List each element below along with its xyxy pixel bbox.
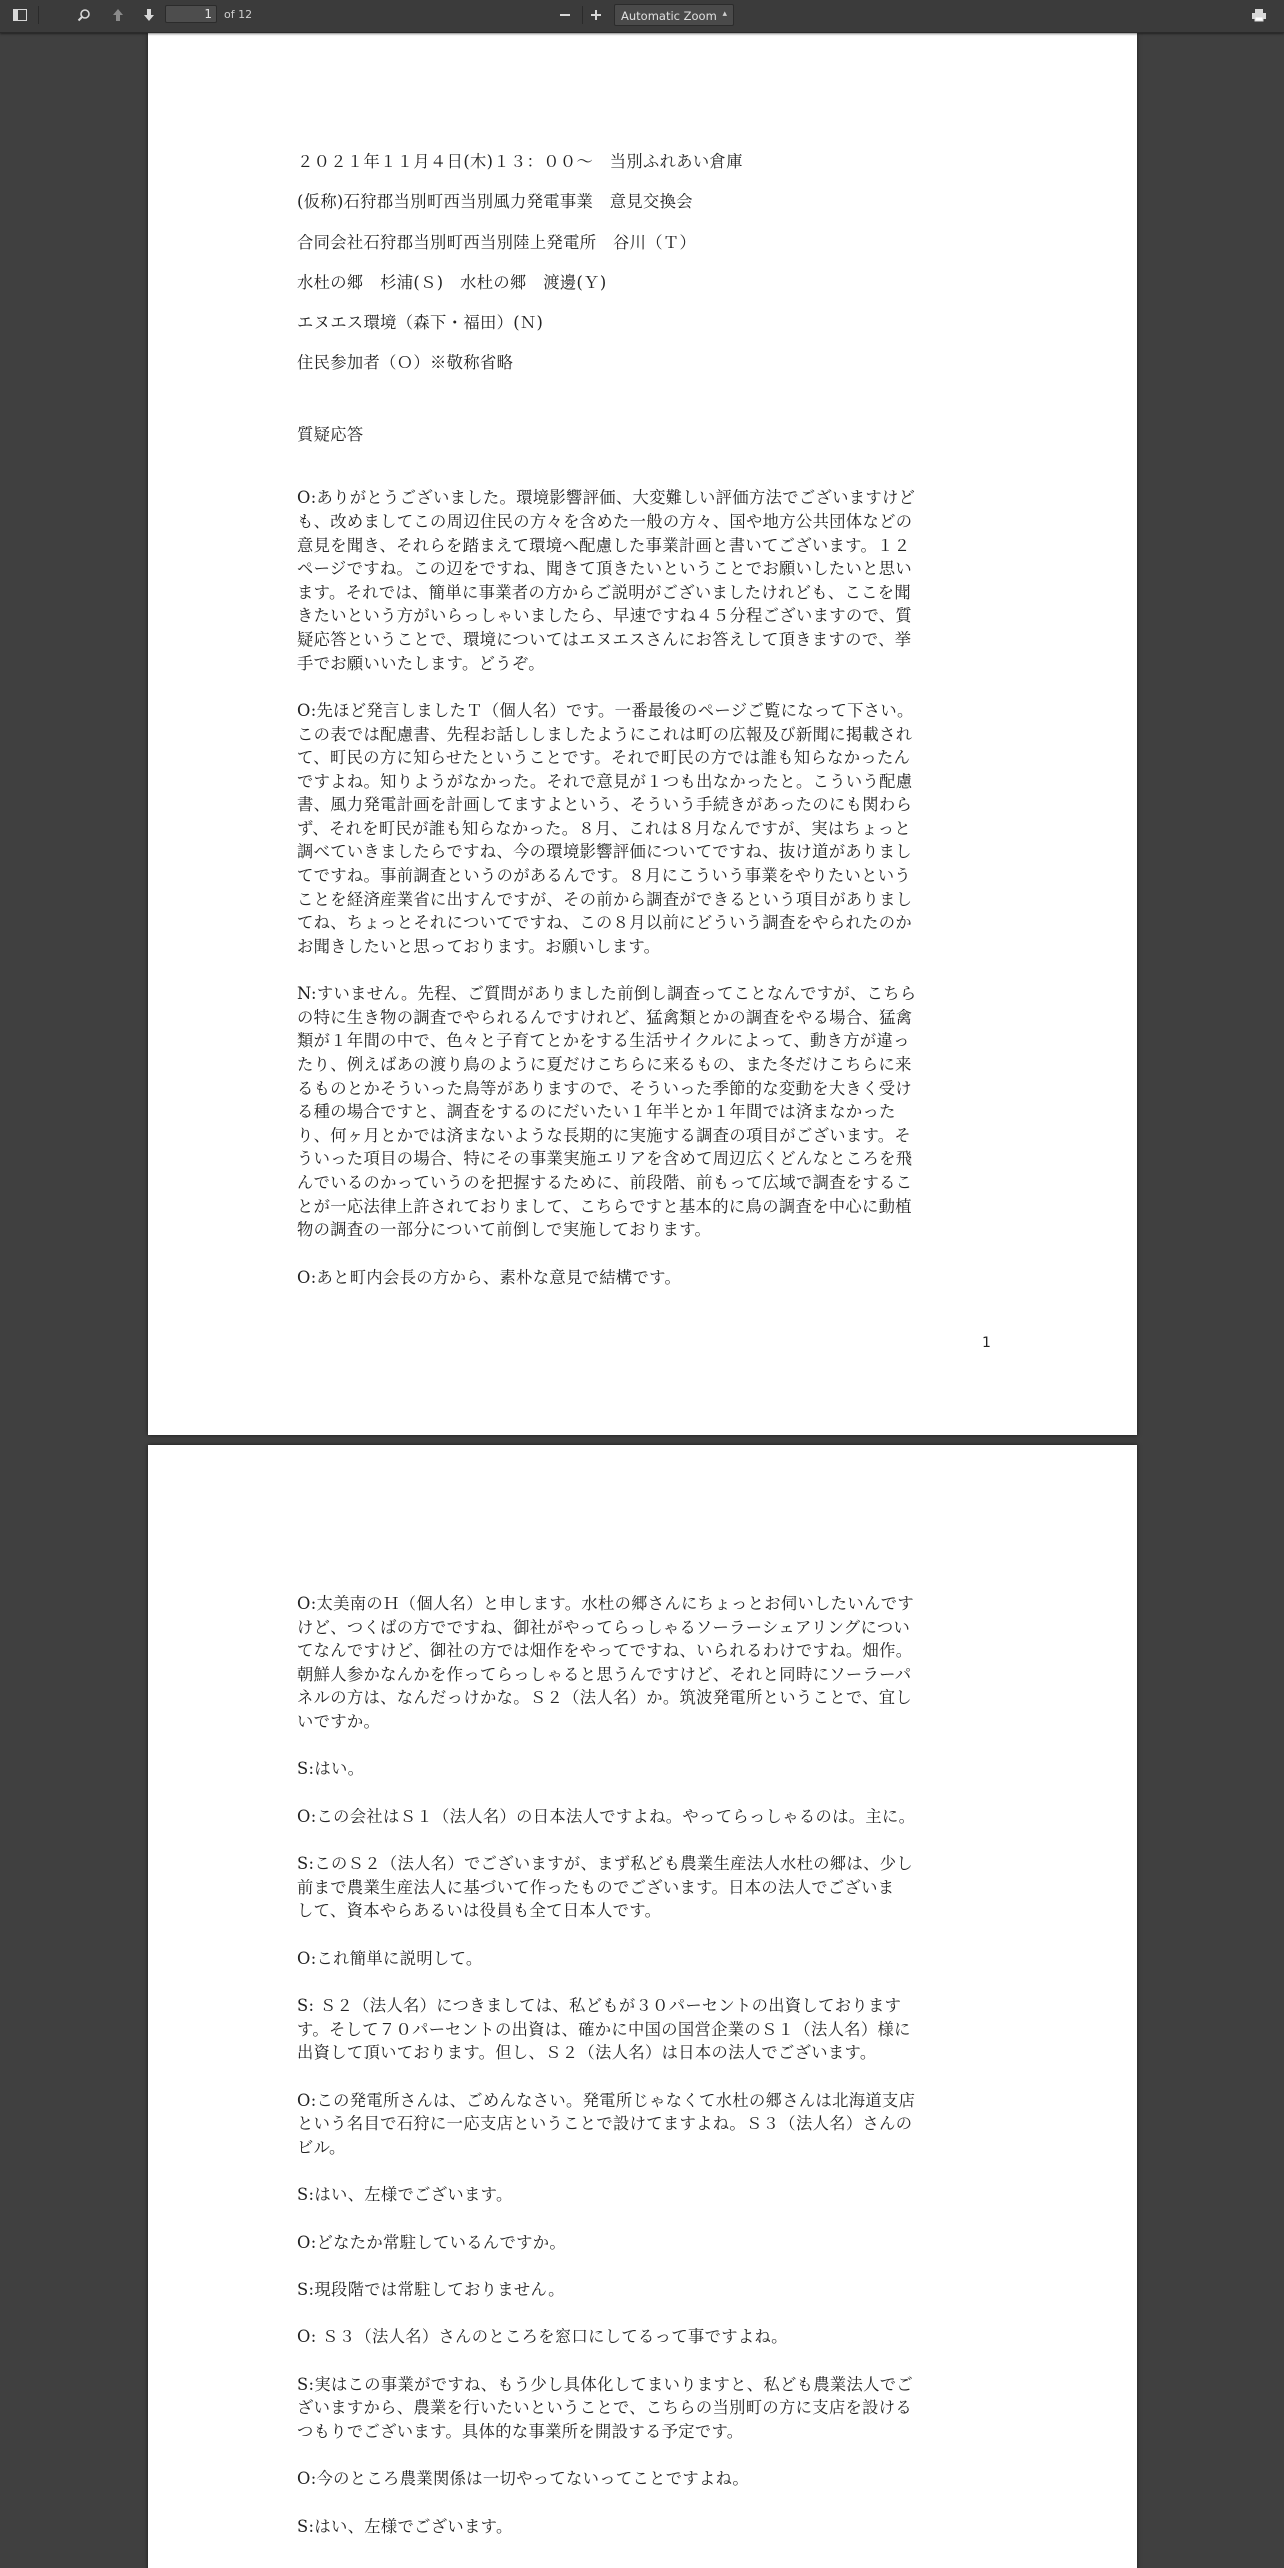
pdf-toolbar bbox=[0, 0, 1284, 33]
text-line: たり、例えばあの渡り鳥のように夏だけこちらに来るもの、また冬だけこちらに来 bbox=[297, 1055, 912, 1075]
pdf-page-1 bbox=[148, 33, 1137, 1435]
text-line: てですね。事前調査というのがあるんです。８月にこういう事業をやりたいという bbox=[297, 866, 912, 886]
text-line: S:はい。 bbox=[297, 1759, 365, 1779]
document-viewer[interactable] bbox=[0, 33, 1284, 2568]
page-number-footer: 1 bbox=[982, 1335, 991, 1351]
speaker-paragraph bbox=[297, 1266, 987, 1290]
speaker-paragraph bbox=[297, 2089, 987, 2160]
header-line: エヌエス環境（森下・福田）(Ｎ) bbox=[297, 313, 544, 333]
search-icon[interactable] bbox=[72, 4, 96, 26]
zoom-select-label: Automatic Zoom bbox=[621, 9, 717, 23]
text-line: ことを経済産業省に出すんですが、その前から調査ができるという項目がありまし bbox=[297, 889, 913, 909]
zoom-select[interactable] bbox=[614, 4, 734, 26]
text-line: ページですね。この辺をですね、聞きて頂きたいということでお願いしたいと思い bbox=[297, 559, 913, 579]
speaker-paragraph bbox=[297, 2325, 987, 2349]
text-line: 意見を聞き、それらを踏まえて環境へ配慮した事業計画と書いてございます。１２ bbox=[297, 535, 911, 555]
meeting-header bbox=[297, 150, 987, 374]
qa-transcript bbox=[297, 486, 987, 1289]
page-count-label: of 12 bbox=[224, 8, 253, 21]
next-page-icon[interactable] bbox=[137, 4, 161, 26]
text-line: S:現段階では常駐しておりません。 bbox=[297, 2280, 565, 2300]
zoom-out-icon[interactable] bbox=[553, 4, 577, 26]
text-line: O:これ簡単に説明して。 bbox=[297, 1948, 483, 1968]
text-line: S:はい、左様でございます。 bbox=[297, 2516, 513, 2536]
text-line: O:あと町内会長の方から、素朴な意見で結構です。 bbox=[297, 1267, 682, 1287]
text-line: す。そして７０パーセントの出資は、確かに中国の国営企業のＳ１（法人名）様に bbox=[297, 2019, 911, 2039]
text-line: O:先ほど発言しましたＴ（個人名）です。一番最後のページご覧になって下さい。 bbox=[297, 700, 914, 720]
text-line: の特に生き物の調査でやられるんですけれど、猛禽類とかの調査をやる場合、猛禽 bbox=[297, 1007, 913, 1027]
text-line: ビル。 bbox=[297, 2137, 346, 2157]
text-line: O: Ｓ３（法人名）さんのところを窓口にしてるって事ですよね。 bbox=[297, 2327, 788, 2347]
text-line: 手でお願いいたします。どうぞ。 bbox=[297, 653, 545, 673]
speaker-paragraph bbox=[297, 699, 987, 959]
text-line: ざいますから、農業を行いたいということで、こちらの当別町の方に支店を設ける bbox=[297, 2398, 913, 2418]
text-line: O:今のところ農業関係は一切やってないってことですよね。 bbox=[297, 2469, 749, 2489]
text-line: 朝鮮人参かなんかを作ってらっしゃると思うんですけど、それと同時にソーラーパ bbox=[297, 1664, 912, 1684]
text-line: り、何ヶ月とかでは済まないような長期的に実施する調査の項目がございます。そ bbox=[297, 1125, 912, 1145]
text-line: O:この会社はＳ１（法人名）の日本法人ですよね。やってらっしゃるのは。主に。 bbox=[297, 1806, 916, 1826]
speaker-paragraph bbox=[297, 1757, 987, 1781]
page-1-content bbox=[297, 150, 987, 1313]
text-line: O:どなたか常駐しているんですか。 bbox=[297, 2232, 567, 2252]
text-line: 出資して頂いております。但し、Ｓ２（法人名）は日本の法人でございます。 bbox=[297, 2043, 877, 2063]
pdf-page-2 bbox=[148, 1445, 1137, 2568]
speaker-paragraph bbox=[297, 1592, 987, 1734]
speaker-paragraph bbox=[297, 2183, 987, 2207]
text-line: 類が１年間の中で、色々と子育てとかをする生活サイクルによって、動き方が違っ bbox=[297, 1031, 910, 1051]
print-icon[interactable] bbox=[1247, 4, 1271, 26]
text-line: N:すいません。先程、ご質問がありました前倒し調査ってことなんですが、こちら bbox=[297, 984, 917, 1004]
speaker-paragraph bbox=[297, 2231, 987, 2255]
text-line: ます。それでは、簡単に事業者の方からご説明がございましたけれども、ここを聞 bbox=[297, 582, 912, 602]
speaker-paragraph bbox=[297, 1994, 987, 2065]
text-line: つもりでございます。具体的な事業所を開設する予定です。 bbox=[297, 2422, 744, 2442]
text-line: とが一応法律上許されておりまして、こちらですと基本的に鳥の調査を中心に動植 bbox=[297, 1196, 912, 1216]
text-line: お聞きしたいと思っております。お願いします。 bbox=[297, 936, 661, 956]
text-line: ですよね。知りようがなかった。それで意見が１つも出なかったと。こういう配慮 bbox=[297, 771, 913, 791]
text-line: S: Ｓ２（法人名）につきましては、私どもが３０パーセントの出資しております bbox=[297, 1996, 902, 2016]
speaker-paragraph bbox=[297, 2515, 987, 2539]
text-line: ネルの方は、なんだっけかな。Ｓ２（法人名）か。筑波発電所ということで、宜し bbox=[297, 1688, 913, 1708]
text-line: るものとかそういった鳥等がありますので、そういった季節的な変動を大きく受け bbox=[297, 1078, 913, 1098]
text-line: この表では配慮書、先程お話ししましたようにこれは町の広報及び新聞に掲載され bbox=[297, 724, 913, 744]
text-line: 書、風力発電計画を計画してますよという、そういう手続きがあったのにも関わら bbox=[297, 795, 913, 815]
speaker-paragraph bbox=[297, 2278, 987, 2302]
page-number-input[interactable]: 1 bbox=[165, 5, 217, 23]
sidebar-toggle-icon[interactable] bbox=[8, 4, 32, 26]
text-line: ういった項目の場合、特にその事業実施エリアを含めて周辺広くどんなところを飛 bbox=[297, 1149, 913, 1169]
text-line: 疑応答ということで、環境についてはエヌエスさんにお答えして頂きますので、挙 bbox=[297, 629, 912, 649]
text-line: S:このＳ２（法人名）でございますが、まず私ども農業生産法人水杜の郷は、少し bbox=[297, 1854, 914, 1874]
speaker-paragraph bbox=[297, 2467, 987, 2491]
speaker-paragraph bbox=[297, 1805, 987, 1829]
text-line: S:実はこの事業がですね、もう少し具体化してまいりますと、私ども農業法人でご bbox=[297, 2374, 914, 2394]
text-line: O:ありがとうございました。環境影響評価、大変難しい評価方法でございますけど bbox=[297, 488, 916, 508]
section-title: 質疑応答 bbox=[297, 424, 364, 444]
header-line: 住民参加者（Ｏ）※敬称省略 bbox=[297, 353, 514, 373]
text-line: O:この発電所さんは、ごめんなさい。発電所じゃなくて水杜の郷さんは北海道支店 bbox=[297, 2090, 916, 2110]
text-line: きたいという方がいらっしゃいましたら、早速ですね４５分程ございますので、質 bbox=[297, 606, 913, 626]
zoom-in-icon[interactable] bbox=[584, 4, 608, 26]
header-line: ２０２１年１１月４日(木)１３：００～ 当別ふれあい倉庫 bbox=[297, 152, 743, 171]
text-line: も、改めましてこの周辺住民の方々を含めた一般の方々、国や地方公共団体などの bbox=[297, 511, 913, 531]
text-line: てなんですけど、御社の方では畑作をやってですね、いられるわけですね。畑作。 bbox=[297, 1641, 913, 1661]
text-line: いですか。 bbox=[297, 1711, 381, 1731]
text-line: る種の場合ですと、調査をするのにだいたい１年半とか１年間では済まなかった bbox=[297, 1102, 896, 1122]
header-line: 合同会社石狩郡当別町西当別陸上発電所 谷川（Ｔ） bbox=[297, 232, 697, 252]
page-2-content bbox=[297, 1592, 987, 2562]
speaker-paragraph bbox=[297, 1947, 987, 1971]
text-line: て、町民の方に知らせたということです。それで町民の方では誰も知らなかったん bbox=[297, 748, 911, 768]
header-line: 水杜の郷 杉浦(Ｓ) 水杜の郷 渡邊(Ｙ) bbox=[297, 272, 607, 292]
text-line: 調べていきましたらですね、今の環境影響評価についてですね、抜け道がありまし bbox=[297, 842, 912, 862]
previous-page-icon[interactable] bbox=[106, 4, 130, 26]
text-line: O:太美南のＨ（個人名）と申します。水杜の郷さんにちょっとお伺いしたいんです bbox=[297, 1594, 914, 1613]
text-line: という名目で石狩に一応支店ということで設けてますよね。Ｓ３（法人名）さんの bbox=[297, 2114, 913, 2134]
speaker-paragraph bbox=[297, 982, 987, 1242]
qa-transcript bbox=[297, 1592, 987, 2538]
speaker-paragraph bbox=[297, 486, 987, 675]
text-line: けど、つくばの方でですね、御社がやってらっしゃるソーラーシェアリングについ bbox=[297, 1617, 911, 1637]
text-line: んでいるのかっていうのを把握するために、前段階、前もって広域で調査をするこ bbox=[297, 1173, 913, 1192]
text-line: 物の調査の一部分について前倒しで実施しております。 bbox=[297, 1220, 712, 1240]
chevron-updown-icon: ▴︎ bbox=[722, 9, 727, 19]
header-line: (仮称)石狩郡当別町西当別風力発電事業 意見交換会 bbox=[297, 192, 693, 212]
text-line: して、資本やらあるいは役員も全て日本人です。 bbox=[297, 1901, 662, 1921]
speaker-paragraph bbox=[297, 1852, 987, 1923]
speaker-paragraph bbox=[297, 2373, 987, 2444]
text-line: ず、それを町民が誰も知らなかった。８月、これは８月なんですが、実はちょっと bbox=[297, 818, 912, 838]
text-line: 前まで農業生産法人に基づいて作ったものでございます。日本の法人でございま bbox=[297, 1877, 895, 1897]
text-line: てね、ちょっとそれについてですね、この８月以前にどういう調査をやられたのか bbox=[297, 913, 913, 933]
text-line: S:はい、左様でございます。 bbox=[297, 2185, 513, 2205]
